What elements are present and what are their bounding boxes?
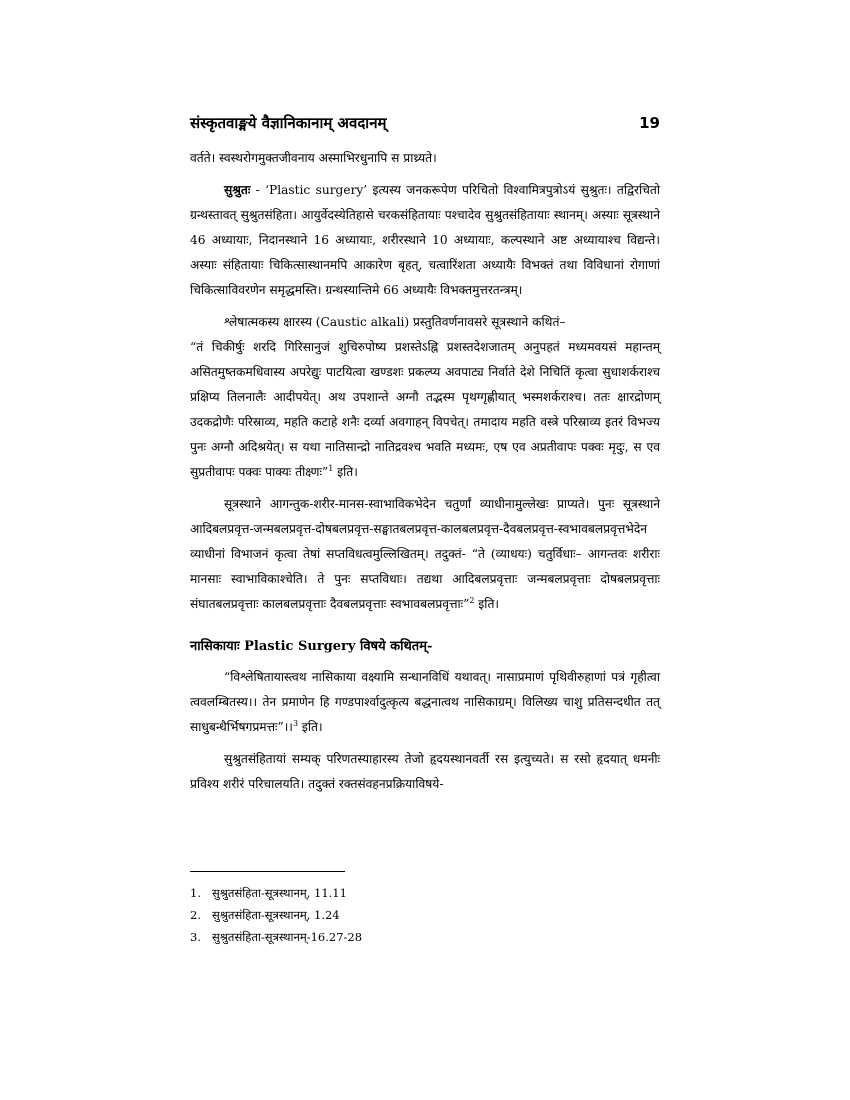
paragraph-diseases bbox=[190, 492, 660, 617]
footnote-text: सुश्रुतसंहिता-सूत्रस्थानम्-16.27-28 bbox=[212, 930, 363, 944]
paragraph-sushruta-text: - ‘Plastic surgery’ इत्यस्य जनकरूपेण परिचितो विश्वामित्रपुत्रोऽयं सुश्रुतः। तद्विरचितो ग्रन्थस्तावत् सुश्रुतसंहिता। आयुर्वेदस्येतिहासे चरकसंहितायाः पश्चादेव सुश्रुतसंहितायाः स्थानम्। अस्याः सूत्रस्थाने 46 अध्यायाः, निदानस्थाने 16 अध्यायाः, शरीरस्थाने 10 अध्यायाः, कल्पस्थाने अष्ट अध्यायाश्च विद्यन्ते। अस्याः संहितायाः चिकित्सास्थानमपि आकारेण बृहत्, चत्वारिंशता अध्यायैः विभक्तं तथा विविधानां रोगाणां चिकित्साविवरणेन समृद्धमस्ति। ग्रन्थस्यान्तिमे 66 अध्यायैः विभक्तमुत्तरतन्त्रम्। bbox=[190, 183, 660, 297]
paragraph-circulation: सुश्रुतसंहितायां सम्यक् परिणतस्याहारस्य तेजो हृदयस्थानवर्ती रस इत्युच्यते। स रसो हृदयात् धमनीः प्रविश्य शरीरं परिचालयति। तदुक्तं रक्तसंवहनप्रक्रियाविषये- bbox=[190, 752, 660, 791]
paragraph-caustic-quote bbox=[190, 335, 660, 485]
footnote-item bbox=[190, 926, 660, 948]
footnote-ref-1: 1 bbox=[328, 463, 334, 473]
caustic-quote-end: इति। bbox=[333, 465, 358, 479]
paragraph-caustic-intro: श्लेषात्मकस्य क्षारस्य (Caustic alkali) प्रस्तुतिवर्णनावसरे सूत्रस्थाने कथितं– bbox=[224, 315, 566, 329]
footnote-number: 3. bbox=[190, 930, 201, 944]
footnote-divider bbox=[190, 871, 345, 872]
diseases-text: सूत्रस्थाने आगन्तुक-शरीर-मानस-स्वाभाविकभेदेन चतुर्णां व्याधीनामुल्लेखः प्राप्यते। पुनः सूत्रस्थाने आदिबलप्रवृत्त-जन्मबलप्रवृत्त-दोषबलप्रवृत्त-सङ्घातबलप्रवृत्त-कालबलप्रवृत्त-दैवबलप्रवृत्त-स्वभावबलप्रवृत्तभेदेन व्याधीनां विभाजनं कृत्वा तेषां सप्तविधत्वमुल्लिखितम्। तदुक्तं- “ते (व्याधयः) चतुर्विधाः– आगन्तवः शरीराः मानसाः स्वाभाविकाश्चेति। ते पुनः सप्तविधाः। तद्यथा आदिबलप्रवृत्ताः जन्मबलप्रवृत्ताः दोषबलप्रवृत्ताः संघातबलप्रवृत्ताः कालबलप्रवृत्ताः दैवबलप्रवृत्ताः स्वभावबलप्रवृत्ताः” bbox=[190, 497, 660, 611]
footnote-ref-3: 3 bbox=[292, 718, 299, 728]
footnote-text: सुश्रुतसंहिता-सूत्रस्थानम्, 1.24 bbox=[212, 908, 340, 922]
footnote-number: 2. bbox=[190, 908, 201, 922]
caustic-quote-text: “तं चिकीर्षुः शरदि गिरिसानुजं शुचिरुपोष्य प्रशस्तेऽह्नि प्रशस्तदेशजातम् अनुपहतं मध्यमवयसं महान्तम् असितमुष्तकमधिवास्य अपरेद्युः पाटयित्वा खण्डशः प्रकल्प्य अवपाट्य निर्वाते देशे निचितिं कृत्वा सुधाशर्कराश्च प्रक्षिप्य तिलनालैः आदीपयेत्। अथ उपशान्ते अग्नौ तद्भस्म पृथग्गृह्णीयात् भस्मशर्कराश्च। ततः क्षारद्रोणम् उदकद्रोणैः परिस्राव्य, महति कटाहे शनैः दर्व्या अवगाहन् विपचेत्। तमादाय महति वस्त्रे परिस्राव्य इतरं विभज्य पुनः अग्नौ अदिश्रयेत्। स यथा नातिसान्द्रो नातिद्रवश्च भवति मध्यमः, एष एव अप्रतीवापः पक्वः मृदुः, स एव सुप्रतीवापः पक्वः पाक्यः तीक्ष्णः” bbox=[190, 340, 660, 479]
footnote-text: सुश्रुतसंहिता-सूत्रस्थानम्, 11.11 bbox=[212, 886, 347, 900]
footnote-number: 1. bbox=[190, 886, 201, 900]
running-header-title: संस्कृतवाङ्मये वैज्ञानिकानाम् अवदानम् bbox=[190, 114, 387, 132]
footnotes bbox=[190, 882, 660, 948]
page-number: 19 bbox=[639, 114, 660, 132]
body-text bbox=[190, 146, 660, 804]
footnote-ref-2: 2 bbox=[469, 595, 475, 605]
paragraph-0: वर्तते। स्वस्थरोगमुक्तजीवनाय अस्माभिरधुनापि स प्राथ्र्यते। bbox=[190, 151, 437, 165]
rhinoplasty-quote-end: इति। bbox=[298, 720, 323, 734]
diseases-end: इति। bbox=[474, 597, 500, 611]
footnote-item bbox=[190, 904, 660, 926]
paragraph-sushruta-lead: सुश्रुतः bbox=[224, 183, 251, 197]
paragraph-sushruta bbox=[190, 178, 660, 303]
footnote-item bbox=[190, 882, 660, 904]
paragraph-rhinoplasty-quote bbox=[190, 665, 660, 740]
running-header bbox=[190, 113, 660, 133]
rhinoplasty-quote-text: “विश्लेषितायास्त्वथ नासिकाया वक्ष्यामि सन्धानविधिं यथावत्। नासाप्रमाणं पृथिवीरुहाणां पत्रं गृहीत्वा त्ववलम्बितस्य।। तेन प्रमाणेन हि गण्डपार्श्वादुत्कृत्य बद्धनात्वथ नासिकाग्रम्। विलिख्य चाशु प्रतिसन्दधीत तत् साधुबन्धैर्भिषगप्रमत्तः”।। bbox=[190, 670, 660, 734]
section-heading: नासिकायाः Plastic Surgery विषये कथितम्- bbox=[190, 639, 433, 654]
